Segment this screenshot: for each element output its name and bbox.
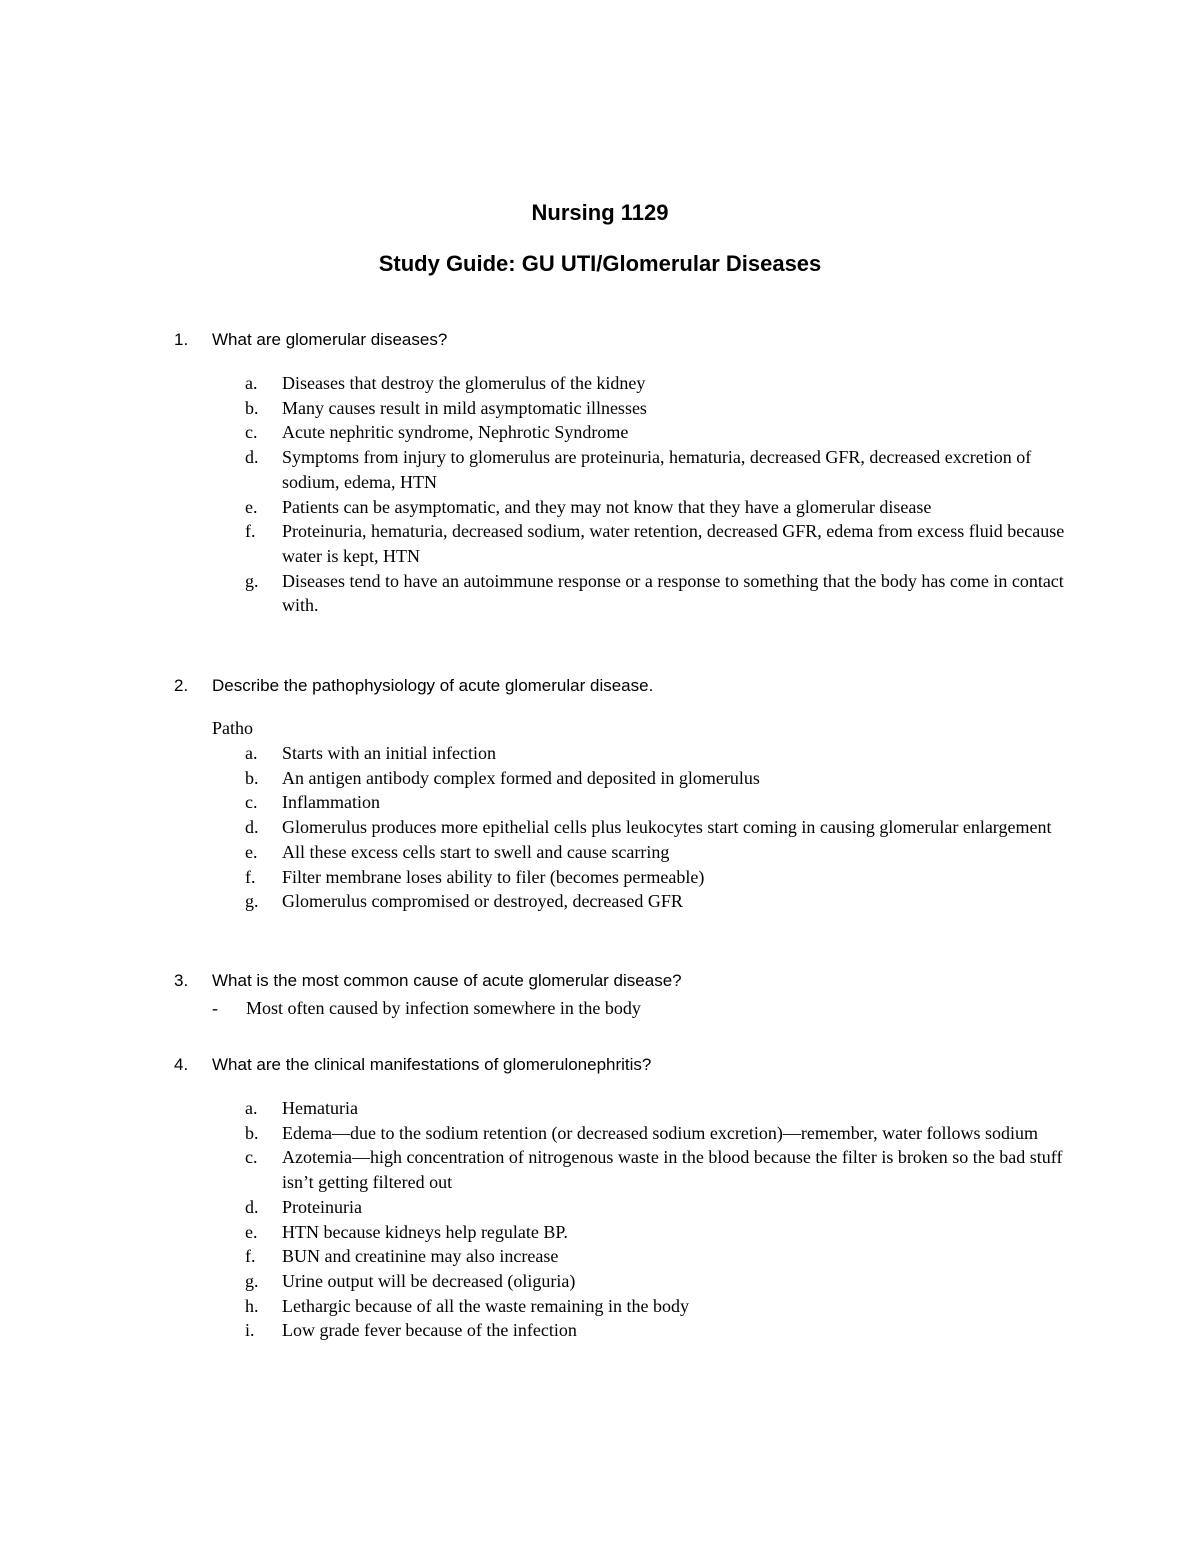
document-subtitle: Study Guide: GU UTI/Glomerular Diseases — [378, 251, 822, 276]
item-text: Lethargic because of all the waste remaining in the body — [282, 1295, 690, 1316]
item-marker: c. — [245, 1147, 258, 1168]
item-text: Many causes result in mild asymptomatic illnesses — [282, 397, 647, 418]
list-item — [245, 889, 1065, 914]
item-marker: - — [212, 998, 218, 1018]
item-text: Inflammation — [282, 792, 380, 813]
list-item — [245, 371, 1065, 396]
item-marker: a. — [245, 1098, 258, 1118]
list-item — [245, 741, 1065, 766]
item-text: Most often caused by infection somewhere in the body — [246, 998, 641, 1018]
list-item — [245, 766, 1065, 791]
item-text: Edema—due to the sodium retention (or decreased sodium excretion)—remember, water follows sodium — [282, 1122, 1039, 1143]
list-item — [245, 790, 1065, 815]
item-text: All these excess cells start to swell and cause scarring — [282, 841, 670, 862]
question-2 — [174, 675, 653, 697]
list-item — [245, 445, 1065, 494]
item-marker: c. — [245, 422, 258, 443]
question-text: What are glomerular diseases? — [212, 330, 448, 349]
list-item — [245, 840, 1065, 865]
item-text: Glomerulus produces more epithelial cells plus leukocytes start coming in causing glomerular enlargement — [282, 817, 1052, 838]
item-text: BUN and creatinine may also increase — [282, 1246, 559, 1267]
item-text: Symptoms from injury to glomerulus are proteinuria, hematuria, decreased GFR, decreased excretion of sodium, edema, HTN — [282, 447, 1032, 492]
item-marker: d. — [245, 1196, 259, 1217]
item-text: Diseases tend to have an autoimmune response or a response to something that the body has come in contact with. — [282, 570, 1064, 616]
item-marker: b. — [245, 767, 259, 788]
item-text: Filter membrane loses ability to filer (becomes permeable) — [282, 866, 705, 887]
item-marker: c. — [245, 792, 258, 813]
list-item — [245, 1220, 1065, 1245]
item-marker: g. — [245, 1270, 259, 1291]
item-marker: g. — [245, 570, 259, 591]
item-marker: a. — [245, 373, 258, 393]
item-marker: d. — [245, 817, 259, 838]
list-item — [245, 1145, 1065, 1194]
list-item — [245, 1244, 1065, 1269]
item-text: Hematuria — [282, 1098, 358, 1118]
question-4 — [174, 1054, 651, 1076]
list-item — [245, 1318, 1065, 1343]
item-text: Low grade fever because of the infection — [282, 1320, 577, 1341]
question-number: 3. — [174, 971, 189, 990]
question-number: 2. — [174, 676, 189, 695]
patho-label: Patho — [212, 718, 254, 738]
list-item — [245, 519, 1065, 568]
item-text: HTN because kidneys help regulate BP. — [282, 1221, 568, 1242]
list-item — [245, 1195, 1065, 1220]
question-number: 1. — [174, 330, 189, 349]
item-text: Glomerulus compromised or destroyed, decreased GFR — [282, 891, 683, 912]
question-number: 4. — [174, 1055, 189, 1074]
item-marker: d. — [245, 447, 259, 468]
item-marker: h. — [245, 1295, 259, 1316]
item-marker: e. — [245, 496, 258, 517]
item-text: Diseases that destroy the glomerulus of the kidney — [282, 373, 646, 393]
item-marker: i. — [245, 1320, 255, 1341]
list-item — [245, 420, 1065, 445]
item-text: Proteinuria, hematuria, decreased sodium, water retention, decreased GFR, edema from excess fluid because water is kept, HTN — [282, 521, 1065, 566]
answer-list-1 — [245, 371, 1065, 618]
item-text: Acute nephritic syndrome, Nephrotic Syndrome — [282, 422, 629, 443]
list-item — [212, 996, 641, 1020]
item-marker: g. — [245, 891, 259, 912]
question-3 — [174, 970, 682, 992]
item-text: Patients can be asymptomatic, and they may not know that they have a glomerular disease — [282, 496, 932, 517]
question-text: Describe the pathophysiology of acute glomerular disease. — [212, 676, 654, 695]
item-marker: b. — [245, 397, 259, 418]
list-item — [245, 1269, 1065, 1294]
item-text: An antigen antibody complex formed and deposited in glomerulus — [282, 767, 760, 788]
item-marker: b. — [245, 1122, 259, 1143]
list-item — [245, 865, 1065, 890]
item-marker: f. — [245, 1246, 256, 1267]
item-text: Starts with an initial infection — [282, 743, 496, 763]
document-title: Nursing 1129 — [531, 200, 669, 225]
item-marker: f. — [245, 521, 256, 542]
answer-list-2 — [245, 741, 1065, 914]
list-item — [245, 569, 1065, 618]
list-item — [245, 1121, 1065, 1146]
item-text: Urine output will be decreased (oliguria) — [282, 1270, 576, 1291]
item-text: Azotemia—high concentration of nitrogenous waste in the blood because the filter is broken so the bad stuff isn’t getting filtered out — [282, 1147, 1063, 1193]
list-item — [245, 1294, 1065, 1319]
list-item — [245, 815, 1065, 840]
list-item — [245, 396, 1065, 421]
item-text: Proteinuria — [282, 1196, 362, 1217]
list-item — [245, 1096, 1065, 1121]
item-marker: a. — [245, 743, 258, 763]
question-1 — [174, 329, 447, 351]
list-item — [245, 495, 1065, 520]
answer-list-4 — [245, 1096, 1065, 1343]
question-text: What is the most common cause of acute glomerular disease? — [212, 971, 682, 990]
question-text: What are the clinical manifestations of glomerulonephritis? — [212, 1055, 652, 1074]
item-marker: e. — [245, 1221, 258, 1242]
item-marker: f. — [245, 866, 256, 887]
item-marker: e. — [245, 841, 258, 862]
